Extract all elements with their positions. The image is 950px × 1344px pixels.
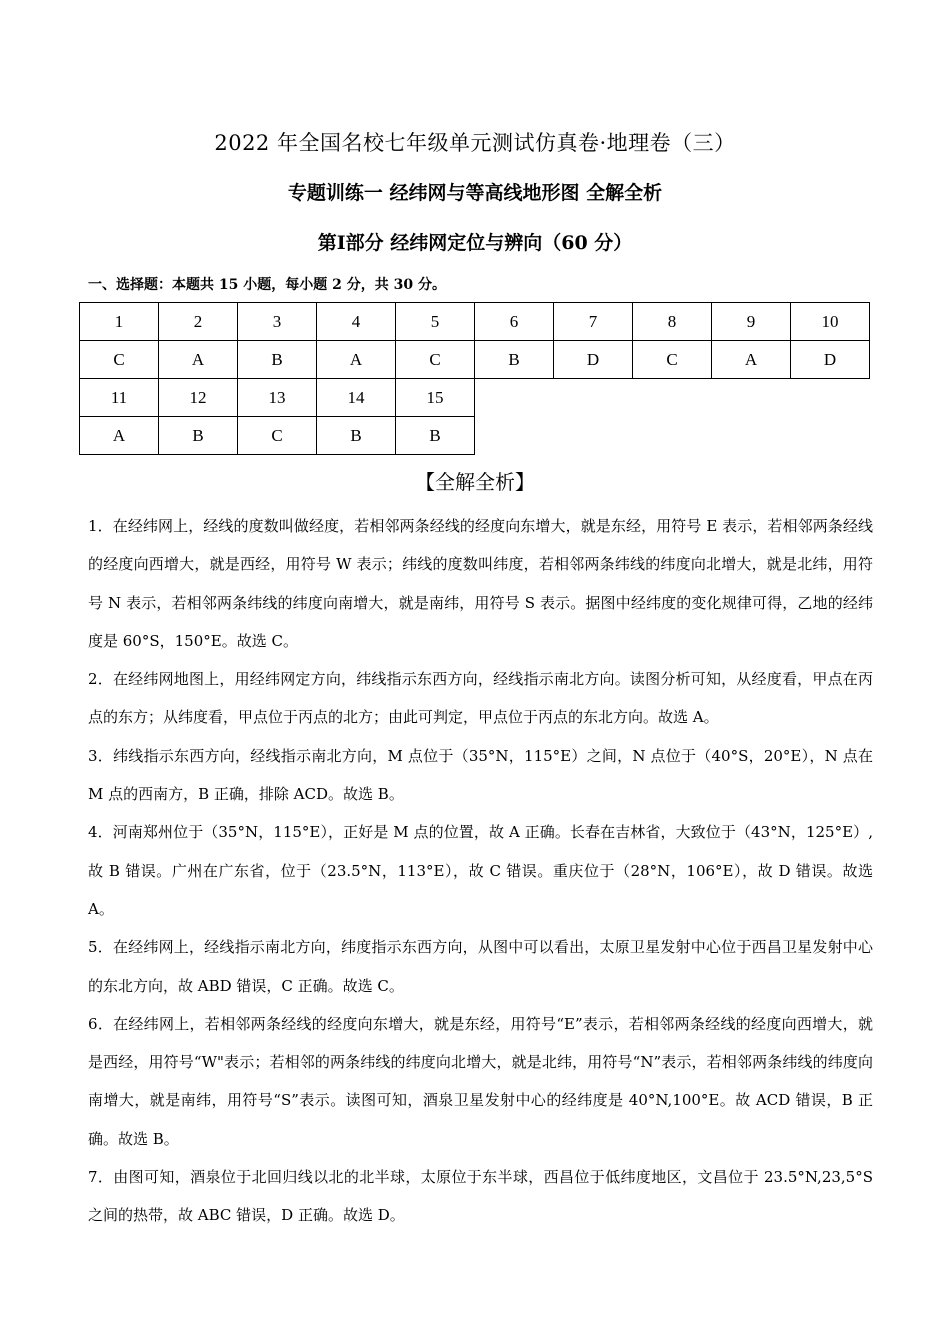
explanation-paragraph: 5．在经纬网上，经线指示南北方向，纬度指示东西方向，从图中可以看出，太原卫星发射中心位于西昌卫星发射中心的东北方向，故 ABD 错误，C 正确。故选 C。 — [88, 938, 873, 995]
table-row-numbers-1 — [80, 303, 870, 341]
explanation-paragraph: 2．在经纬网地图上，用经纬网定方向，纬线指示东西方向，经线指示南北方向。读图分析可知，从经度看，甲点在丙点的东方；从纬度看，甲点位于丙点的北方；由此可判定，甲点位于丙点的东北方向。故选 A。 — [88, 670, 873, 727]
table-cell: 7 — [554, 303, 633, 341]
table-cell: 15 — [396, 379, 475, 417]
table-cell: A — [712, 341, 791, 379]
table-cell: B — [159, 417, 238, 455]
table-cell: 6 — [475, 303, 554, 341]
table-cell: A — [159, 341, 238, 379]
table-cell: 2 — [159, 303, 238, 341]
explanation-paragraph: 4．河南郑州位于（35°N，115°E），正好是 M 点的位置，故 A 正确。长春在吉林省，大致位于（43°N，125°E）,故 B 错误。广州在广东省，位于（23.5°N，113°E），故 C 错误。重庆位于（28°N，106°E），故 D 错误。故选 A。 — [88, 823, 873, 918]
explanation-paragraph: 1．在经纬网上，经线的度数叫做经度，若相邻两条经线的经度向东增大，就是东经，用符号 E 表示，若相邻两条经线的经度向西增大，就是西经，用符号 W 表示；纬线的度数叫纬度，若相邻两条纬线的纬度向北增大，就是北纬，用符号 N 表示，若相邻两条纬线的纬度向南增大，就是南纬，用符号 S 表示。据图中经纬度的变化规律可得，乙地的经纬度是 60°S，150°E。故选 C。 — [88, 517, 873, 650]
table-cell: 8 — [633, 303, 712, 341]
document-subtitle: 专题训练一 经纬网与等高线地形图 全解全析 — [287, 182, 663, 204]
table-empty-cell — [475, 379, 870, 417]
table-cell: A — [80, 417, 159, 455]
table-cell: 14 — [317, 379, 396, 417]
table-cell: 11 — [80, 379, 159, 417]
table-row-answers-2 — [80, 417, 870, 455]
table-cell: C — [238, 417, 317, 455]
document-title: 2022 年全国名校七年级单元测试仿真卷·地理卷（三） — [214, 131, 736, 155]
table-cell: D — [554, 341, 633, 379]
table-cell: 13 — [238, 379, 317, 417]
table-empty-cell — [475, 417, 870, 455]
question-instructions: 一、选择题：本题共 15 小题，每小题 2 分，共 30 分。 — [88, 277, 446, 293]
table-cell: 1 — [80, 303, 159, 341]
table-cell: B — [317, 417, 396, 455]
table-cell: B — [475, 341, 554, 379]
table-cell: 9 — [712, 303, 791, 341]
table-cell: 5 — [396, 303, 475, 341]
explanations — [88, 507, 873, 1235]
table-row-answers-1 — [80, 341, 870, 379]
table-cell: 10 — [791, 303, 870, 341]
table-cell: D — [791, 341, 870, 379]
table-row-numbers-2 — [80, 379, 870, 417]
section-title: 【全解全析】 — [415, 470, 535, 494]
table-cell: C — [396, 341, 475, 379]
table-cell: 12 — [159, 379, 238, 417]
table-cell: C — [633, 341, 712, 379]
answer-table — [79, 302, 870, 455]
table-cell: 3 — [238, 303, 317, 341]
explanation-paragraph: 6．在经纬网上，若相邻两条经线的经度向东增大，就是东经，用符号“E”表示，若相邻两条经线的经度向西增大，就是西经，用符号“W"表示；若相邻的两条纬线的纬度向北增大，就是北纬，用符号“N”表示，若相邻两条纬线的纬度向南增大，就是南纬，用符号“S”表示。读图可知，酒泉卫星发射中心的经纬度是 40°N,100°E。故 ACD 错误，B 正确。故选 B。 — [88, 1014, 873, 1148]
table-cell: B — [396, 417, 475, 455]
table-cell: 4 — [317, 303, 396, 341]
table-cell: C — [80, 341, 159, 379]
part-heading: 第Ⅰ部分 经纬网定位与辨向（60 分） — [317, 232, 633, 254]
explanation-paragraph: 3．纬线指示东西方向，经线指示南北方向，M 点位于（35°N，115°E）之间，N 点位于（40°S，20°E），N 点在 M 点的西南方，B 正确，排除 ACD。故选 B。 — [88, 746, 873, 804]
table-cell: A — [317, 341, 396, 379]
explanation-paragraph: 7．由图可知，酒泉位于北回归线以北的北半球，太原位于东半球，西昌位于低纬度地区，文昌位于 23.5°N,23,5°S 之间的热带，故 ABC 错误，D 正确。故选 D。 — [88, 1168, 873, 1225]
table-cell: B — [238, 341, 317, 379]
